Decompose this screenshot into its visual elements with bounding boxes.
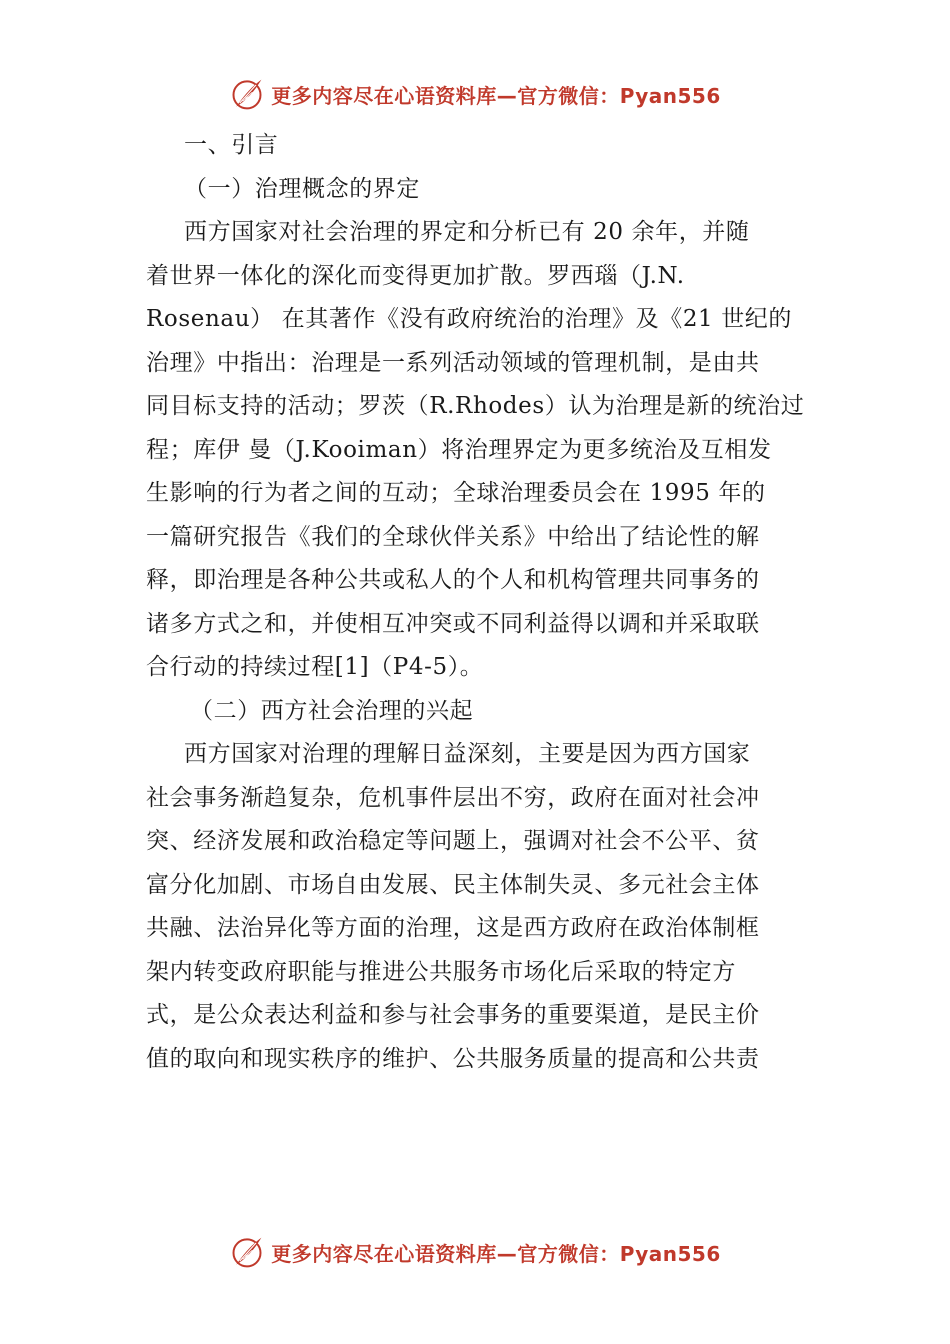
watermark-footer bbox=[0, 1232, 950, 1272]
text-line: 式，是公众表达利益和参与社会事务的重要渠道，是民主价 bbox=[146, 1002, 760, 1028]
feather-pen-circle-icon bbox=[229, 1234, 265, 1270]
watermark-text: 更多内容尽在心语资料库—官方微信：Pyan556 bbox=[271, 1241, 721, 1266]
watermark-text: 更多内容尽在心语资料库—官方微信：Pyan556 bbox=[271, 83, 721, 108]
text-line: 西方国家对治理的理解日益深刻，主要是因为西方国家 bbox=[184, 741, 751, 767]
watermark-header bbox=[0, 74, 950, 114]
text-line: 治理》中指出：治理是一系列活动领域的管理机制，是由共 bbox=[146, 349, 760, 376]
text-line: 合行动的持续过程[1]（P4-5）。 bbox=[146, 654, 484, 680]
text-line: 生影响的行为者之间的互动；全球治理委员会在 1995 年的 bbox=[146, 480, 766, 506]
subheading: （一）治理概念的界定 bbox=[184, 175, 420, 202]
feather-pen-circle-icon bbox=[229, 76, 265, 112]
text-line: 同目标支持的活动；罗茨（R.Rhodes）认为治理是新的统治过 bbox=[146, 393, 805, 419]
text-line: 西方国家对社会治理的界定和分析已有 20 余年，并随 bbox=[184, 219, 750, 245]
text-line: 共融、法治异化等方面的治理，这是西方政府在政治体制框 bbox=[146, 915, 760, 941]
text-line: 社会事务渐趋复杂，危机事件层出不穷，政府在面对社会冲 bbox=[146, 784, 760, 811]
text-line: Rosenau） 在其著作《没有政府统治的治理》及《21 世纪的 bbox=[146, 306, 793, 332]
text-line: 程；库伊 曼（J.Kooiman）将治理界定为更多统治及互相发 bbox=[146, 436, 772, 463]
document-body bbox=[146, 124, 810, 1081]
heading: 一、引言 bbox=[184, 132, 279, 158]
text-line: 着世界一体化的深化而变得更加扩散。罗西瑙（J.N. bbox=[146, 262, 685, 289]
text-line: 释，即治理是各种公共或私人的个人和机构管理共同事务的 bbox=[146, 567, 760, 593]
text-line: 一篇研究报告《我们的全球伙伴关系》中给出了结论性的解 bbox=[146, 523, 760, 550]
text-line: 诸多方式之和，并使相互冲突或不同利益得以调和并采取联 bbox=[146, 610, 760, 637]
subheading: （二）西方社会治理的兴起 bbox=[190, 697, 474, 724]
text-line: 值的取向和现实秩序的维护、公共服务质量的提高和公共责 bbox=[146, 1045, 760, 1072]
text-line: 突、经济发展和政治稳定等问题上，强调对社会不公平、贫 bbox=[146, 828, 760, 854]
text-line: 架内转变政府职能与推进公共服务市场化后采取的特定方 bbox=[146, 958, 736, 985]
text-line: 富分化加剧、市场自由发展、民主体制失灵、多元社会主体 bbox=[146, 871, 760, 898]
